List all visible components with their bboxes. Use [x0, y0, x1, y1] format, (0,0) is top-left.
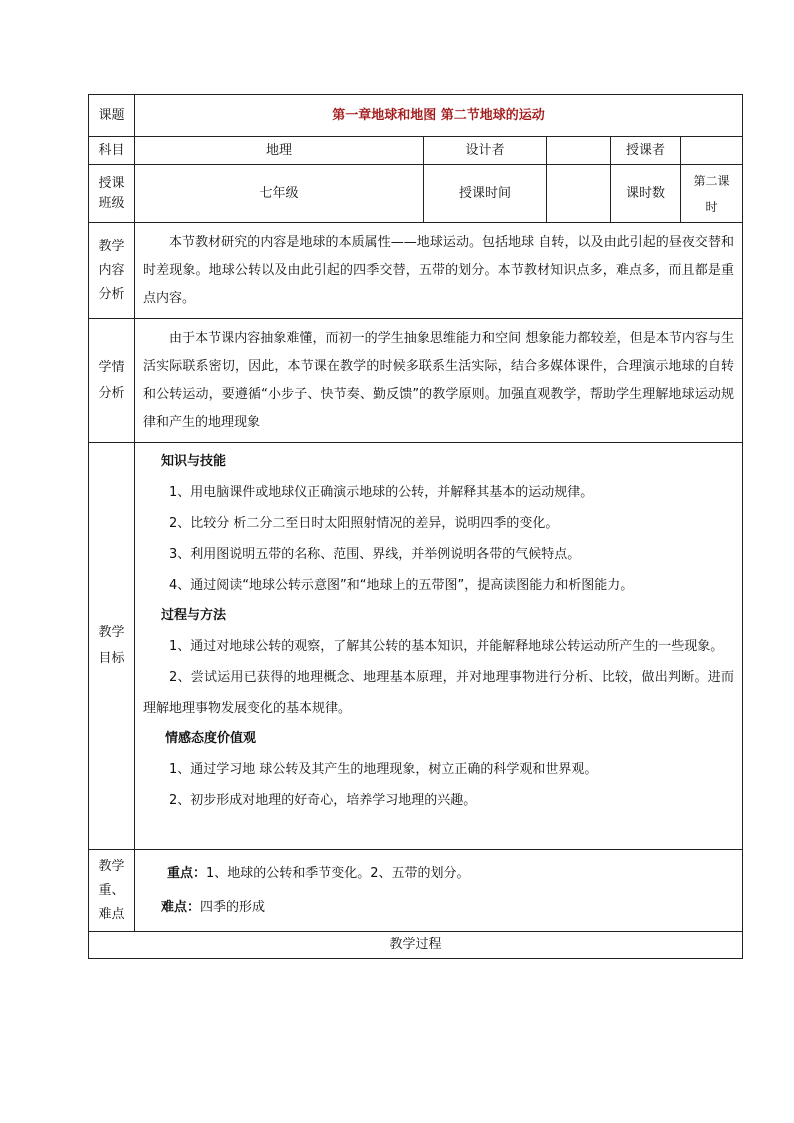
objectives-label — [89, 443, 135, 850]
difficulty-label: 难点： — [161, 899, 201, 915]
process-heading: 过程与方法 — [161, 608, 227, 623]
hours-label: 课时数 — [611, 165, 681, 223]
title-row — [89, 95, 743, 137]
key-points-label-line2: 重、 — [98, 882, 125, 898]
emotion-heading: 情感态度价值观 — [165, 731, 257, 746]
knowledge-item: 4、通过阅读“地球公转示意图”和“地球上的五带图”，提高读图能力和析图能力。 — [169, 578, 634, 593]
student-analysis-text: 由于本节课内容抽象难懂，而初一的学生抽象思维能力和空间 想象能力都较差，但是本节内容与生活实际联系密切，因此，本节课在教学的时候多联系生活实际，结合多媒体课件，合理演示地球的自转和公转运动，要遵循“小步子、快节奏、勤反馈”的教学原则。加强直观教学，帮助学生理解地球运动规律和产生的地理现象 — [143, 331, 735, 430]
student-analysis-cell — [135, 319, 743, 443]
objectives-label-line1: 教学 — [98, 625, 125, 640]
student-analysis-label-line2: 分析 — [98, 385, 125, 401]
content-analysis-label-line3: 分析 — [98, 286, 125, 302]
teaching-process-label: 教学过程 — [89, 932, 743, 959]
objectives-label-line2: 目标 — [98, 651, 125, 666]
knowledge-heading: 知识与技能 — [161, 454, 227, 469]
student-analysis-label — [89, 319, 135, 443]
hours-value — [681, 165, 743, 223]
difficulty-text: 四季的形成 — [200, 899, 266, 915]
class-label — [89, 165, 135, 223]
knowledge-item: 3、利用图说明五带的名称、范围、界线，并举例说明各带的气候特点。 — [169, 547, 581, 562]
process-item: 1、通过对地球公转的观察，了解其公转的基本知识，并能解释地球公转运动所产生的一些现象。 — [169, 639, 724, 654]
key-points-row — [89, 850, 743, 932]
designer-value — [547, 137, 611, 165]
content-analysis-label — [89, 223, 135, 319]
process-item: 2、尝试运用已获得的地理概念、地理基本原理，并对地理事物进行分析、比较，做出判断。进而理解地理事物发展变化的基本规律。 — [143, 670, 735, 716]
time-label: 授课时间 — [424, 165, 547, 223]
page-title: 第一章地球和地图 第二节地球的运动 — [135, 95, 743, 137]
knowledge-item: 2、比较分 析二分二至日时太阳照射情况的差异，说明四季的变化。 — [169, 516, 559, 531]
class-label-line2: 班级 — [98, 195, 125, 211]
content-analysis-label-line2: 内容 — [98, 262, 125, 278]
topic-label: 课题 — [89, 95, 135, 137]
content-analysis-label-line1: 教学 — [98, 238, 125, 254]
content-analysis-cell — [135, 223, 743, 319]
subject-label: 科目 — [89, 137, 135, 165]
student-analysis-label-line1: 学情 — [98, 359, 125, 375]
key-points-label — [89, 850, 135, 932]
difficulty-line — [135, 891, 742, 925]
emotion-item: 2、初步形成对地理的好奇心，培养学习地理的兴趣。 — [169, 793, 477, 808]
key-point-label: 重点： — [167, 865, 207, 881]
objectives-cell — [135, 443, 743, 850]
key-point-line — [135, 857, 742, 891]
hours-value-line1: 第二课 — [693, 173, 730, 188]
designer-label: 设计者 — [424, 137, 547, 165]
hours-value-line2: 时 — [705, 199, 718, 214]
key-point-text: 1、地球的公转和季节变化。2、五带的划分。 — [206, 865, 470, 881]
class-value: 七年级 — [135, 165, 424, 223]
class-label-line1: 授课 — [98, 175, 125, 191]
key-points-label-line1: 教学 — [98, 858, 125, 874]
objectives-row — [89, 443, 743, 850]
subject-row — [89, 137, 743, 165]
key-points-cell — [135, 850, 743, 932]
subject-value: 地理 — [135, 137, 424, 165]
student-analysis-row — [89, 319, 743, 443]
emotion-item: 1、通过学习地 球公转及其产生的地理现象，树立正确的科学观和世界观。 — [169, 762, 598, 777]
class-row — [89, 165, 743, 223]
content-analysis-row — [89, 223, 743, 319]
time-value — [547, 165, 611, 223]
teacher-label: 授课者 — [611, 137, 681, 165]
process-row — [89, 932, 743, 959]
content-analysis-text: 本节教材研究的内容是地球的本质属性——地球运动。包括地球 自转，以及由此引起的昼夜交替和时差现象。地球公转以及由此引起的四季交替，五带的划分。本节教材知识点多，难点多，而且都是重点内容。 — [143, 235, 735, 306]
key-points-label-line3: 难点 — [98, 906, 125, 922]
lesson-plan-table — [88, 94, 743, 959]
knowledge-item: 1、用电脑课件或地球仪正确演示地球的公转，并解释其基本的运动规律。 — [169, 485, 594, 500]
teacher-value — [681, 137, 743, 165]
